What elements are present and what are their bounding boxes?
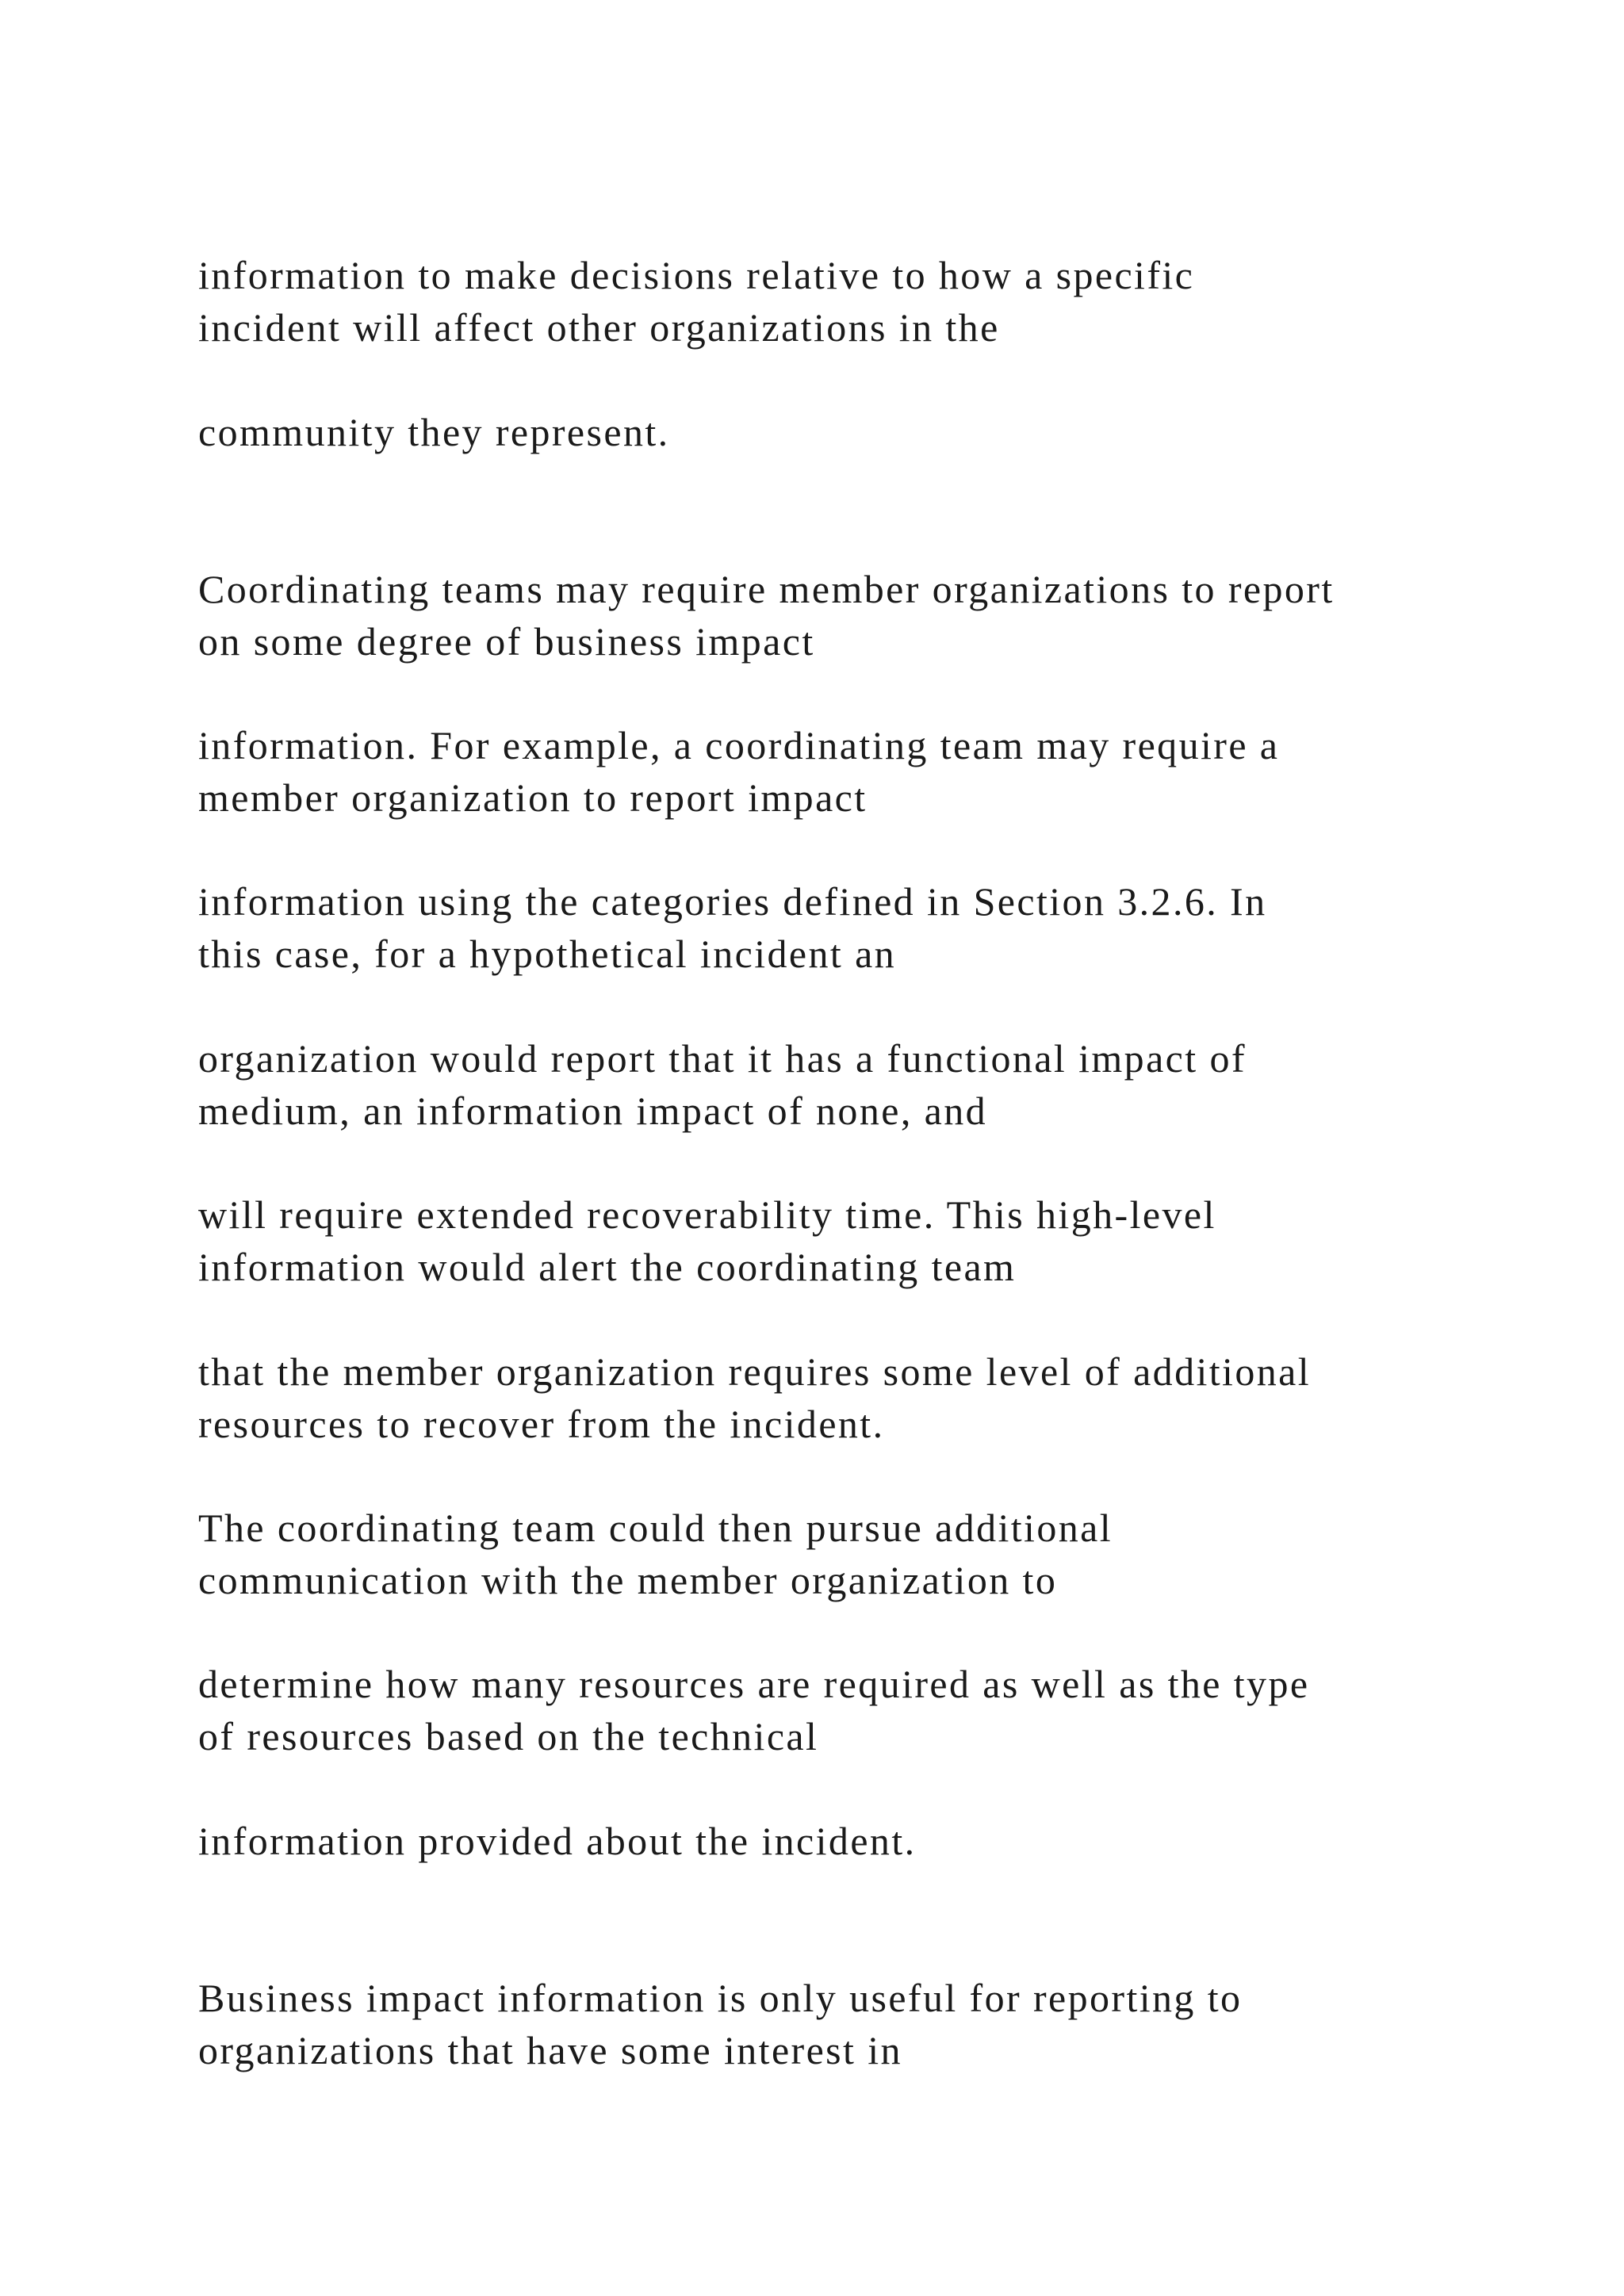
text-block-11: information provided about the incident. [198, 1819, 917, 1863]
text-block-8: that the member organization requires some level of additional resources to recover from the incident. [198, 1349, 1312, 1446]
text-block-3: Coordinating teams may require member organizations to report on some degree of business impact [198, 567, 1335, 664]
text-block-2: community they represent. [198, 410, 670, 454]
text-block-7: will require extended recoverability time. This high-level information would alert the coordinating team [198, 1192, 1216, 1289]
text-block-4: information. For example, a coordinating team may require a member organization to report impact [198, 723, 1280, 820]
text-block-10: determine how many resources are required as well as the type of resources based on the technical [198, 1662, 1310, 1758]
text-block-5: information using the categories defined in Section 3.2.6. In this case, for a hypothetical incident an [198, 879, 1267, 976]
text-block-1: information to make decisions relative to how a specific incident will affect other organizations in the [198, 253, 1195, 350]
text-block-6: organization would report that it has a functional impact of medium, an information impact of none, and [198, 1036, 1247, 1133]
text-block-12: Business impact information is only useful for reporting to organizations that have some interest in [198, 1976, 1243, 2072]
text-block-9: The coordinating team could then pursue additional communication with the member organization to [198, 1506, 1113, 1602]
